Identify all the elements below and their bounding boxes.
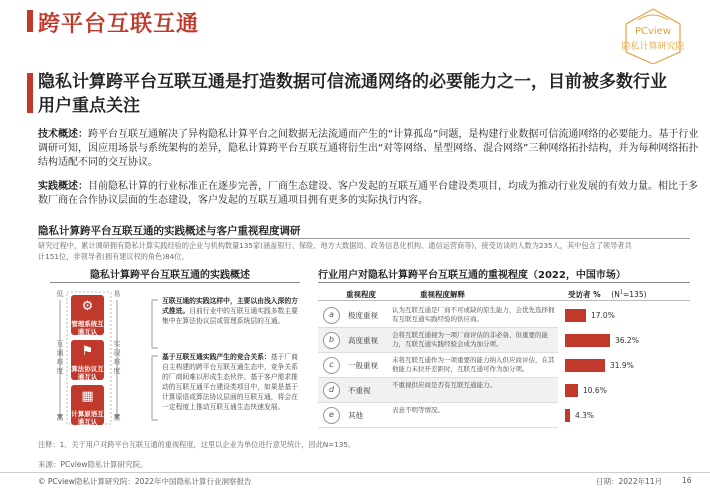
ratio-label: 受访者 % <box>568 290 601 299</box>
note: 注释：1、关于用户对跨平台互联互通的重视程度，这里以企业为单位进行意见统计，因此N=135。 <box>38 440 356 449</box>
practice-overview <box>38 180 700 208</box>
row-letter-icon: d <box>323 382 340 399</box>
axis-right-top: 易 <box>113 290 121 298</box>
practice-panel-title: 隐私计算跨平台互联互通的实践概述 <box>90 270 250 281</box>
divider <box>318 282 690 283</box>
survey-text: 研究过程中，累计调研拥有隐私计算实践经验的企业与机构数量135家(涵盖银行、保险、地方大数据局、政务信息化机构、通信运营商等)，接受访谈的人数为235人，其中包含了领导者共计151位，非领导者(拥有建议权的角色)84位。 <box>38 241 632 261</box>
bar-d <box>565 384 578 397</box>
n-sup: 1 <box>619 289 623 296</box>
bar-label: 36.2% <box>615 336 639 345</box>
axis-left-bottom: 高 <box>56 414 64 422</box>
row-level: 不重视 <box>348 386 371 395</box>
subtitle-accent-bar <box>27 73 33 113</box>
importance-panel-title: 行业用户对隐私计算跨平台互联互通的重视程度（2022，中国市场） <box>318 270 626 281</box>
bar-e <box>565 409 570 422</box>
divider <box>50 282 300 283</box>
row-divider <box>318 402 558 403</box>
flag-icon: ⚑ <box>81 344 94 359</box>
bar-b <box>565 334 610 347</box>
axis-left-label: 互通难度 <box>56 340 64 375</box>
axis-right-label: 实现难度 <box>113 340 121 375</box>
bar-a <box>565 309 586 322</box>
tech-overview <box>38 128 700 170</box>
row-divider <box>318 427 558 428</box>
title-accent-bar <box>27 10 33 32</box>
page-number: 16 <box>682 476 692 485</box>
logo <box>618 6 688 64</box>
row-letter-icon: e <box>323 407 340 424</box>
col-header-explain: 重视程度解释 <box>420 290 465 299</box>
tech-overview-text: 跨平台互联互通解决了异构隐私计算平台之间数据无法流通而产生的“计算孤岛”问题，是构建行业数据可信流通网络的必要能力。基于行业调研可知，因应用场景与系统架构的差异，隐私计算跨平台互联互通将衍生出“对等网络、星型网络、混合网络”三种网络拓扑结构，并为每种网络拓扑结构适配不同的交互协议。 <box>38 129 699 168</box>
footer-copyright: © PCview隐私计算研究院：2022年中国隐私计算行业洞察报告 <box>38 477 252 486</box>
bar-label: 17.0% <box>591 311 615 320</box>
axis-left-top: 低 <box>56 290 64 298</box>
row-explain: 认为互联互通是厂商不可或缺的原生能力，会优先选择拥有互联互通实践经验的供应商。 <box>392 306 555 323</box>
practice-overview-text: 目前隐私计算的行业标准正在逐步完善，厂商生态建设、客户发起的互联互通平台建设类项目，均成为推动行业发展的有效力量。相比于多数厂商在合作协议层面的生态建设，客户发起的互联互通项目拥有更多的实际执行内容。 <box>38 181 698 206</box>
bar-label: 31.9% <box>610 361 634 370</box>
algorithm-protocol-box <box>71 340 104 380</box>
n-value: =135) <box>623 290 647 299</box>
footer-divider <box>0 472 710 473</box>
desc1-title: 互联互通的实践这样中，主要以由浅入深的方式推进。 <box>162 297 298 315</box>
row-explain: 不重视供应商是否有互联互通能力。 <box>392 381 496 389</box>
bar-label: 10.6% <box>583 386 607 395</box>
row-explain: 未将互联互通作为一项重要的能力纳入供应商评估，在其他能力未拉开差距时，互联互通可作为加分项。 <box>392 356 555 373</box>
desc2-text: 基于厂商自主构建的跨平台互联互通生态中，竞争关系的厂商间难以形成生态伙伴。基于客户需求推动的互联互通平台建设类项目中，如果是基于计算原语或算法协议层面的互联互通，将会在一定程度上推动互联互通生态快速发展。 <box>162 353 298 411</box>
practice-desc-1 <box>162 296 298 326</box>
box-label: 计算原语互通互认 <box>71 410 104 426</box>
divider <box>318 300 690 301</box>
bar-c <box>565 359 605 372</box>
axis-right-bottom: 难 <box>113 414 121 422</box>
divider <box>38 238 690 239</box>
source: 来源：PCview隐私计算研究院。 <box>38 460 148 469</box>
mgmt-system-box <box>71 295 104 335</box>
tech-overview-label: 技术概述： <box>38 129 88 140</box>
grid-icon: ▦ <box>81 389 94 404</box>
row-letter-icon: a <box>323 307 340 324</box>
row-level: 高度重视 <box>348 336 378 345</box>
page-title: 跨平台互联互通 <box>38 12 200 37</box>
box-label: 管理系统互通互认 <box>71 320 104 336</box>
desc2-title: 基于互联互通实践产生的竞合关系： <box>162 353 271 361</box>
page-subtitle: 隐私计算跨平台互联互通是打造数据可信流通网络的必要能力之一，目前被多数行业用户重点关注 <box>38 72 667 116</box>
row-explain: 会将互联互通视为一项厂商评估的非必备、但重要的能力，互联互通实践经验会成为加分项。 <box>392 331 548 348</box>
row-level: 极度重视 <box>348 311 378 320</box>
row-explain: 表意不明等情况。 <box>392 406 444 414</box>
practice-overview-label: 实践概述： <box>38 181 88 192</box>
n-label: (N <box>611 290 620 299</box>
logo-en: PCview <box>634 26 672 37</box>
col-header-level: 重视程度 <box>346 290 376 299</box>
row-level: 其他 <box>348 411 363 420</box>
gear-icon: ⚙ <box>81 299 94 314</box>
col-header-ratio <box>568 289 647 300</box>
row-letter-icon: b <box>323 332 340 349</box>
row-divider <box>318 352 558 353</box>
compute-primitive-box <box>71 385 104 425</box>
row-level: 一般重视 <box>348 361 378 370</box>
desc1-text: 目前行业中的互联互通实践多数主要集中在算法协议层或管理系统层的互通。 <box>162 307 298 325</box>
box-label: 算法协议互通互认 <box>71 365 104 381</box>
row-letter-icon: c <box>323 357 340 374</box>
survey-title: 隐私计算跨平台互联互通的实践概述与客户重视程度调研 <box>38 225 301 237</box>
footer-date: 日期：2022年11月 <box>596 477 663 486</box>
bar-label: 4.3% <box>575 411 595 420</box>
practice-desc-2 <box>162 352 298 412</box>
logo-cn: 隐私计算研究院 <box>621 42 685 52</box>
